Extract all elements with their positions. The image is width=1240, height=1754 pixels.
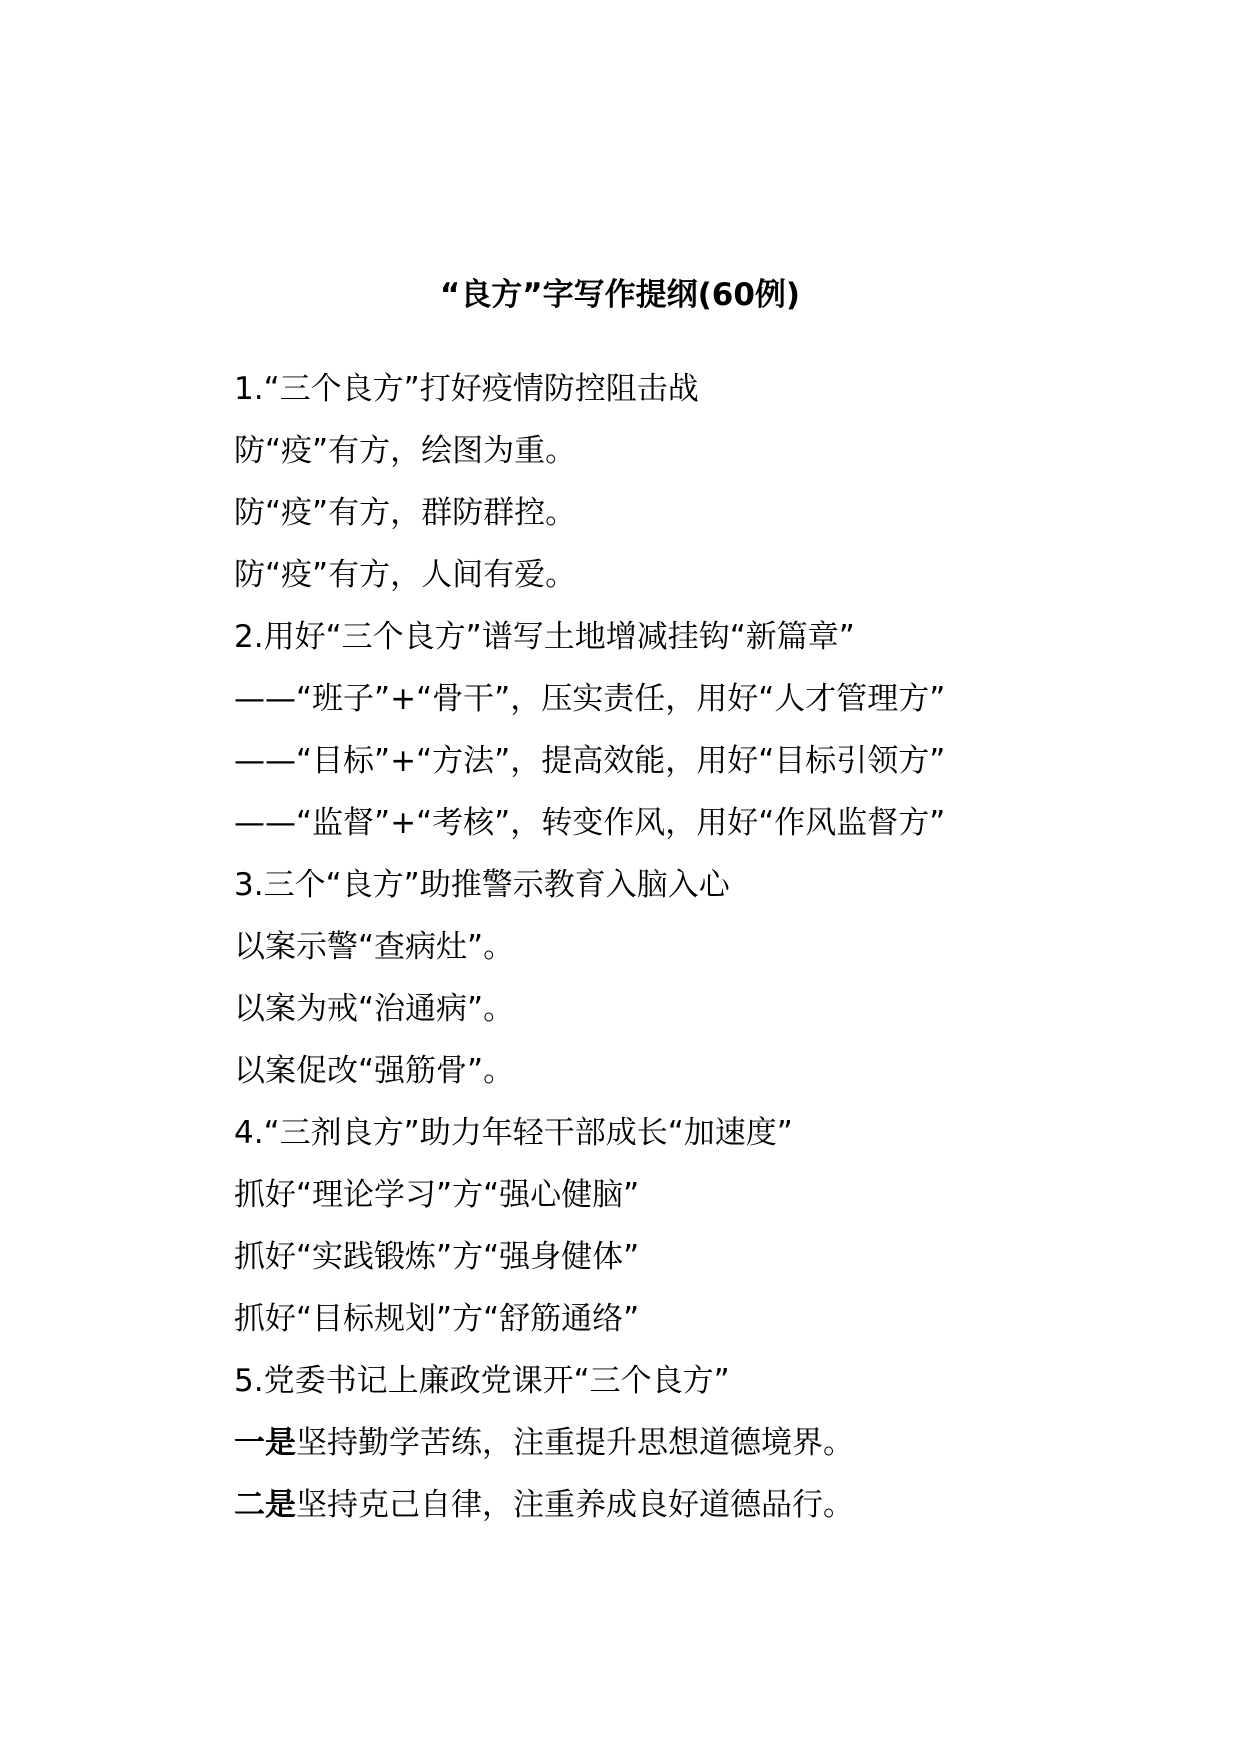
- paragraph-line: ——“目标”+“方法”，提高效能，用好“目标引领方”: [234, 743, 946, 779]
- paragraph-line: ——“监督”+“考核”，转变作风，用好“作风监督方”: [234, 805, 946, 841]
- emphasis-text: 坚持勤学苦练，注重提升思想道德境界。: [296, 1425, 854, 1461]
- emphasis-text: 坚持克己自律，注重养成良好道德品行。: [296, 1487, 854, 1523]
- paragraph-line: ——“班子”+“骨干”，压实责任，用好“人才管理方”: [234, 681, 946, 717]
- paragraph-line: 抓好“实践锻炼”方“强身健体”: [234, 1239, 640, 1275]
- paragraph-line: 抓好“理论学习”方“强心健脑”: [234, 1177, 640, 1213]
- paragraph-line: 以案示警“查病灶”。: [234, 929, 515, 965]
- heading-4: 4.“三剂良方”助力年轻干部成长“加速度”: [234, 1115, 793, 1151]
- paragraph-line: 防“疫”有方，绘图为重。: [234, 433, 577, 469]
- heading-3: 3.三个“良方”助推警示教育入脑入心: [234, 867, 730, 903]
- paragraph-line: 防“疫”有方，群防群控。: [234, 495, 577, 531]
- paragraph-line: 防“疫”有方，人间有爱。: [234, 557, 577, 593]
- heading-5: 5.党委书记上廉政党课开“三个良方”: [234, 1363, 730, 1399]
- heading-1: 1.“三个良方”打好疫情防控阻击战: [234, 371, 699, 407]
- emphasis-line: [234, 1474, 1224, 1536]
- emphasis-lead: 二是: [234, 1487, 296, 1523]
- emphasis-line: [234, 1412, 1224, 1474]
- emphasis-lead: 一是: [234, 1425, 296, 1461]
- document-body: [234, 358, 1224, 1536]
- heading-2: 2.用好“三个良方”谱写土地增减挂钩“新篇章”: [234, 619, 855, 655]
- document-title: “良方”字写作提纲(60例): [439, 277, 801, 313]
- paragraph-line: 以案为戒“治通病”。: [234, 991, 515, 1027]
- paragraph-line: 以案促改“强筋骨”。: [234, 1053, 515, 1089]
- paragraph-line: 抓好“目标规划”方“舒筋通络”: [234, 1301, 640, 1337]
